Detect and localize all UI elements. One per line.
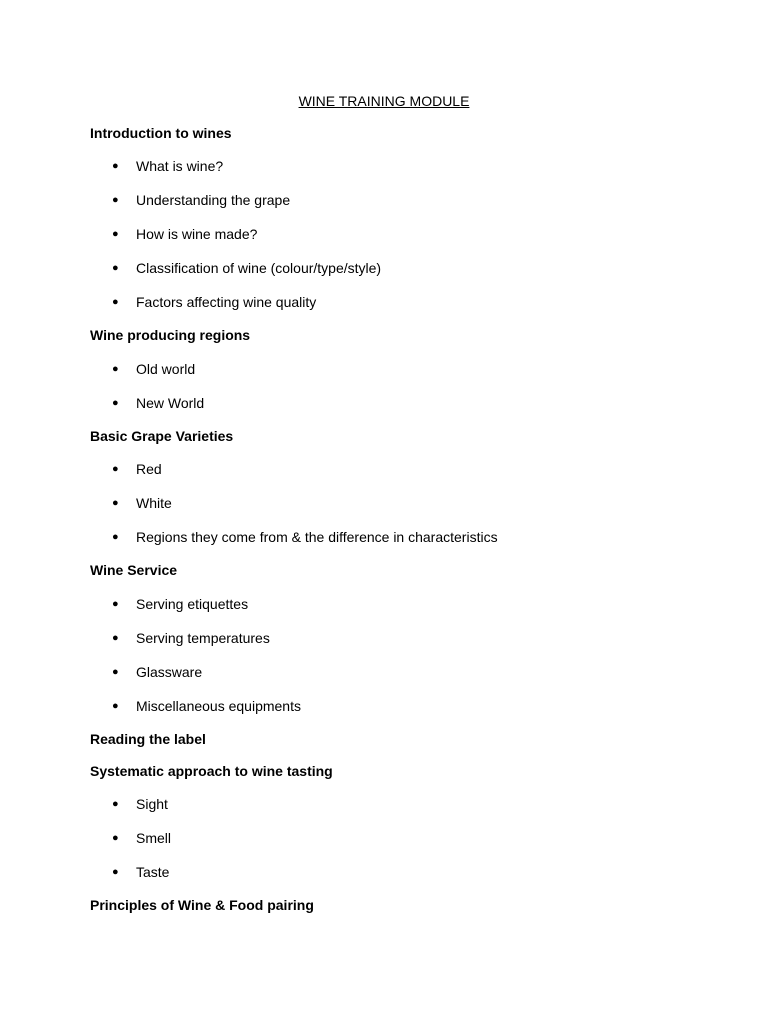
list-item-text: Sight: [136, 796, 168, 812]
bullet-icon: ●: [112, 228, 119, 240]
bullet-icon: ●: [112, 397, 119, 409]
list-item-text: How is wine made?: [136, 226, 258, 242]
list-item: [112, 361, 195, 377]
list-item-text: Red: [136, 461, 162, 477]
list-item-text: Understanding the grape: [136, 192, 291, 208]
list-item-text: Serving etiquettes: [136, 596, 249, 612]
bullet-icon: ●: [112, 497, 119, 509]
bullet-icon: ●: [112, 160, 119, 172]
bullet-icon: ●: [112, 363, 119, 375]
list-item: [112, 192, 290, 208]
list-item: [112, 260, 381, 276]
section-heading-wine-service: Wine Service: [90, 562, 178, 578]
section-heading-introduction: Introduction to wines: [90, 125, 232, 141]
list-item: [112, 830, 171, 846]
bullet-icon: ●: [112, 598, 119, 610]
list-item-text: Miscellaneous equipments: [136, 698, 301, 714]
bullet-icon: ●: [112, 632, 119, 644]
list-item: [112, 596, 248, 612]
list-item: [112, 495, 172, 511]
list-item-text: White: [136, 495, 172, 511]
bullet-icon: ●: [112, 700, 119, 712]
section-heading-regions: Wine producing regions: [90, 327, 251, 343]
bullet-icon: ●: [112, 262, 119, 274]
list-item: [112, 461, 162, 477]
list-item-text: Old world: [136, 361, 196, 377]
list-item: [112, 796, 168, 812]
bullet-icon: ●: [112, 798, 119, 810]
list-item: [112, 395, 204, 411]
list-item: [112, 864, 169, 880]
list-item: [112, 226, 257, 242]
bullet-icon: ●: [112, 666, 119, 678]
list-item-text: New World: [136, 395, 205, 411]
bullet-icon: ●: [112, 531, 119, 543]
list-item-text: Serving temperatures: [136, 630, 270, 646]
list-item: [112, 664, 202, 680]
list-item: [112, 529, 498, 545]
bullet-icon: ●: [112, 866, 119, 878]
list-item-text: What is wine?: [136, 158, 224, 174]
list-item-text: Classification of wine (colour/type/style): [136, 260, 382, 276]
list-item-text: Factors affecting wine quality: [136, 294, 317, 310]
list-item-text: Regions they come from & the difference in characteristics: [136, 529, 498, 545]
document-title: WINE TRAINING MODULE: [298, 93, 470, 109]
bullet-icon: ●: [112, 832, 119, 844]
list-item-text: Glassware: [136, 664, 203, 680]
list-item: [112, 158, 223, 174]
list-item: [112, 698, 301, 714]
section-heading-reading-label: Reading the label: [90, 731, 206, 747]
bullet-icon: ●: [112, 194, 119, 206]
section-heading-food-pairing: Principles of Wine & Food pairing: [90, 897, 314, 913]
list-item: [112, 630, 270, 646]
list-item: [112, 294, 316, 310]
list-item-text: Taste: [136, 864, 170, 880]
bullet-icon: ●: [112, 463, 119, 475]
section-heading-wine-tasting: Systematic approach to wine tasting: [90, 763, 333, 779]
section-heading-grape-varieties: Basic Grape Varieties: [90, 428, 234, 444]
list-item-text: Smell: [136, 830, 172, 846]
bullet-icon: ●: [112, 296, 119, 308]
